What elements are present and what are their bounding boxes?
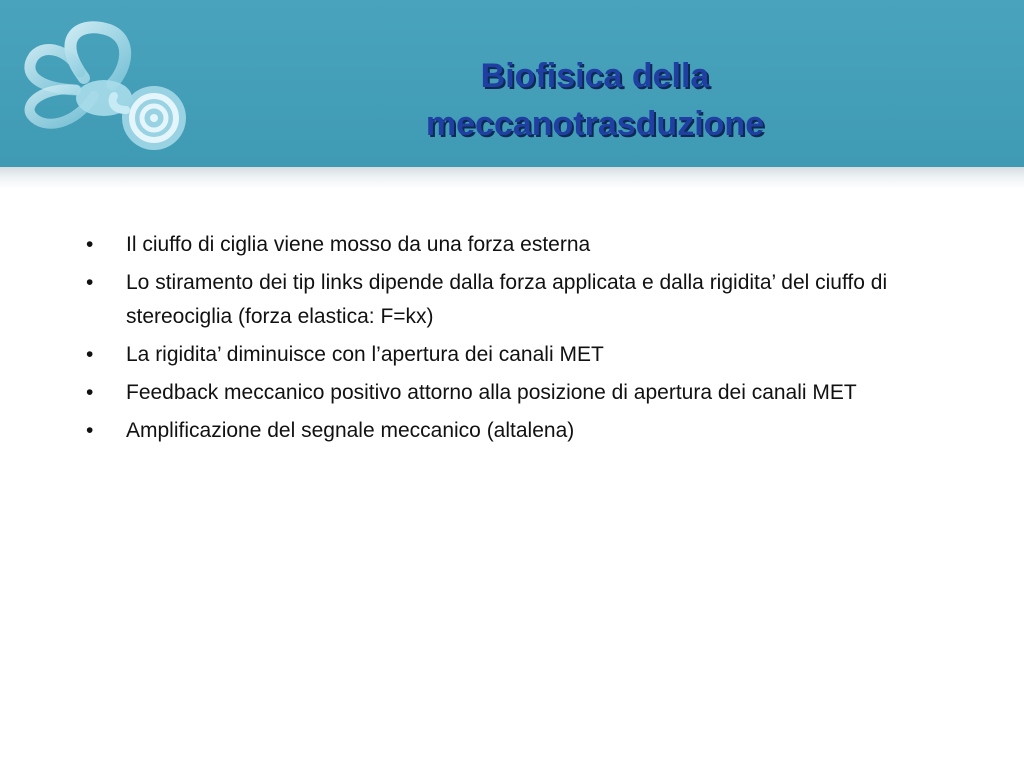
inner-ear-icon [14, 18, 196, 156]
list-item [86, 338, 946, 372]
slide-title-line-1: Biofisica della [480, 57, 710, 95]
slide-title [330, 52, 860, 148]
bullet-marker: • [86, 419, 94, 442]
bullet-text: La rigidita’ diminuisce con l’apertura dei canali MET [126, 343, 604, 366]
list-item [86, 266, 946, 334]
bullet-list [86, 228, 946, 452]
list-item [86, 228, 946, 262]
list-item [86, 414, 946, 448]
bullet-marker: • [86, 271, 94, 294]
bullet-text: Feedback meccanico positivo attorno alla posizione di apertura dei canali MET [126, 381, 857, 404]
slide-title-line-2: meccanotrasduzione [425, 105, 765, 143]
list-item [86, 376, 946, 410]
bullet-text: Il ciuffo di ciglia viene mosso da una forza esterna [126, 233, 591, 256]
header-shadow [0, 167, 1024, 189]
bullet-text: Lo stiramento dei tip links dipende dalla forza applicata e dalla rigidita’ del ciuffo di stereociglia (forza elastica: F=kx) [126, 271, 888, 328]
bullet-text: Amplificazione del segnale meccanico (altalena) [126, 419, 575, 442]
bullet-marker: • [86, 233, 94, 256]
bullet-marker: • [86, 343, 94, 366]
bullet-marker: • [86, 381, 94, 404]
